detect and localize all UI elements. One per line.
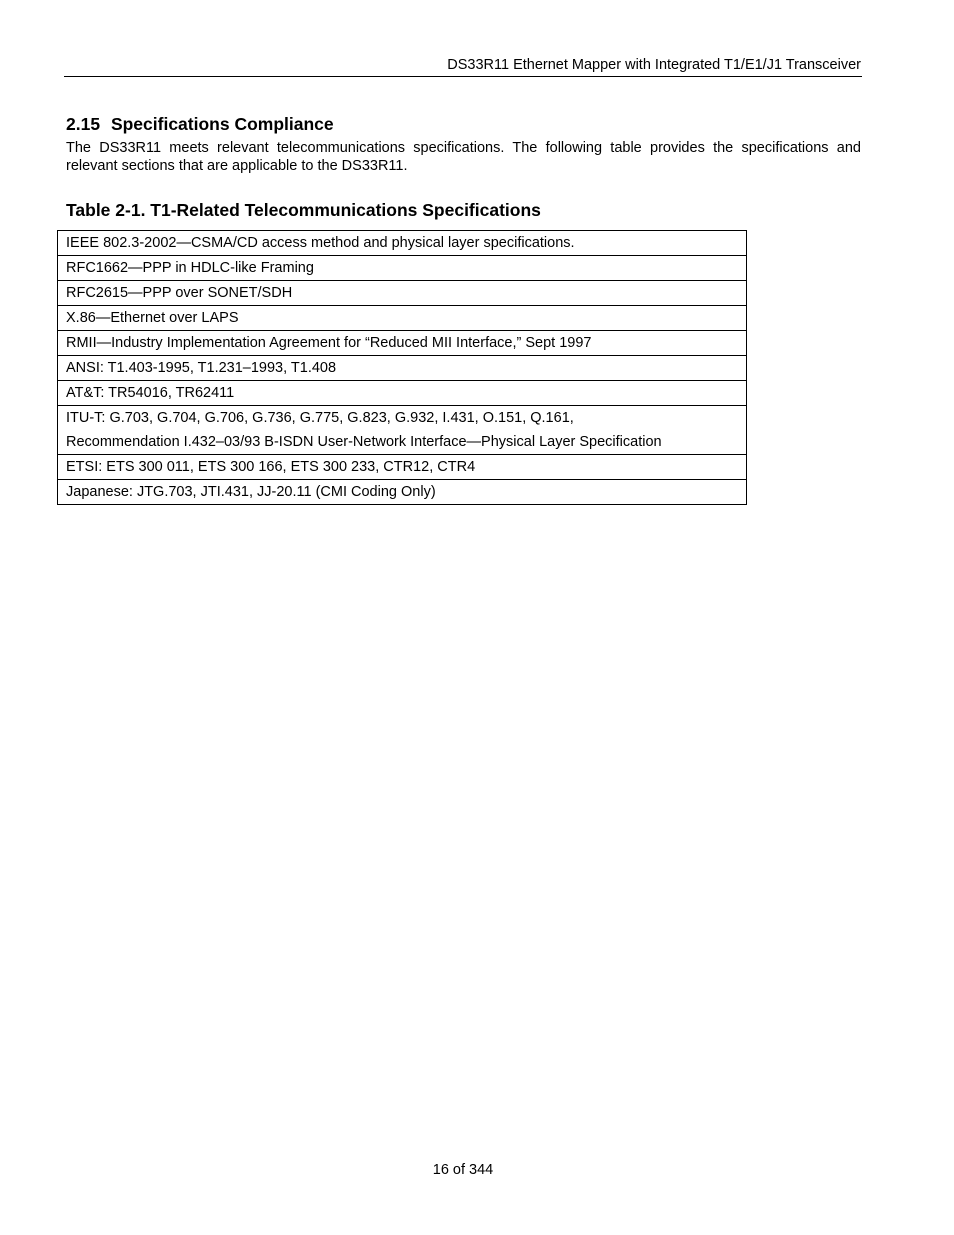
table-cell bbox=[58, 231, 747, 256]
cell-text: AT&T: TR54016, TR62411 bbox=[66, 385, 235, 401]
table-row bbox=[58, 480, 747, 505]
table-cell bbox=[58, 480, 747, 505]
cell-text: ETSI: ETS 300 011, ETS 300 166, ETS 300 233, CTR12, CTR4 bbox=[66, 459, 476, 475]
intro-paragraph: The DS33R11 meets relevant telecommunications specifications. The following table provides the specifications and relevant sections that are applicable to the DS33R11. bbox=[66, 140, 861, 174]
table-row bbox=[58, 331, 747, 356]
cell-text: RMII—Industry Implementation Agreement for “Reduced MII Interface,” Sept 1997 bbox=[66, 335, 592, 351]
table-cell bbox=[58, 356, 747, 381]
cell-text: Japanese: JTG.703, JTI.431, JJ-20.11 (CMI Coding Only) bbox=[66, 484, 436, 500]
table-cell bbox=[58, 281, 747, 306]
table-caption: Table 2-1. T1-Related Telecommunications Specifications bbox=[66, 200, 541, 220]
cell-text: ITU-T: G.703, G.704, G.706, G.736, G.775, G.823, G.932, I.431, O.151, Q.161, bbox=[66, 410, 574, 426]
specifications-table bbox=[57, 230, 747, 505]
table-cell bbox=[58, 331, 747, 356]
table-row bbox=[58, 356, 747, 381]
table-cell bbox=[58, 455, 747, 480]
section-title: Specifications Compliance bbox=[110, 114, 334, 134]
running-header: DS33R11 Ethernet Mapper with Integrated T1/E1/J1 Transceiver bbox=[447, 57, 861, 73]
table-row bbox=[58, 256, 747, 281]
table-row bbox=[58, 406, 747, 455]
cell-text: ANSI: T1.403-1995, T1.231–1993, T1.408 bbox=[66, 360, 337, 376]
table-cell bbox=[58, 256, 747, 281]
table-row bbox=[58, 381, 747, 406]
cell-text: X.86—Ethernet over LAPS bbox=[66, 310, 239, 326]
table-cell bbox=[58, 406, 747, 455]
table-cell bbox=[58, 306, 747, 331]
table-row bbox=[58, 281, 747, 306]
cell-text: IEEE 802.3-2002—CSMA/CD access method and physical layer specifications. bbox=[66, 235, 575, 251]
table-row bbox=[58, 231, 747, 256]
section-number: 2.15 bbox=[66, 114, 101, 134]
section-heading bbox=[66, 113, 334, 135]
table-row bbox=[58, 455, 747, 480]
cell-text: RFC2615—PPP over SONET/SDH bbox=[66, 285, 293, 301]
cell-text: RFC1662—PPP in HDLC-like Framing bbox=[66, 260, 314, 276]
cell-text: Recommendation I.432–03/93 B-ISDN User-Network Interface—Physical Layer Specification bbox=[66, 434, 662, 450]
header-divider bbox=[64, 76, 862, 77]
page-number: 16 of 344 bbox=[432, 1162, 494, 1178]
table-cell bbox=[58, 381, 747, 406]
table-row bbox=[58, 306, 747, 331]
